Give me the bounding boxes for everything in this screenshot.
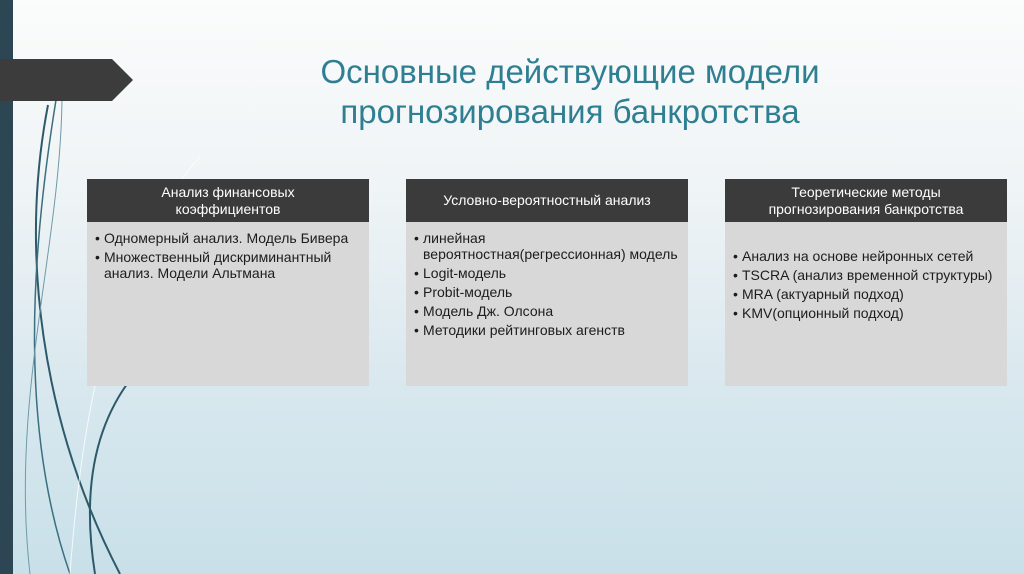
list-item: • Probit-модель — [414, 284, 682, 300]
slide-title-line-2: прогнозирования банкротства — [340, 93, 800, 130]
card-header — [406, 179, 688, 222]
card-body — [87, 222, 369, 281]
list-item: • Методики рейтинговых агенств — [414, 322, 682, 338]
list-item: • MRA (актуарный подход) — [733, 286, 1001, 302]
list-item: • Модель Дж. Олсона — [414, 303, 682, 319]
card-header — [87, 179, 369, 222]
list-item: • Одномерный анализ. Модель Бивера — [95, 230, 363, 246]
card-body — [725, 222, 1007, 321]
card-header — [725, 179, 1007, 222]
card-header-line: прогнозирования банкротства — [768, 200, 964, 217]
card-header-line: Условно-вероятностный анализ — [443, 192, 651, 208]
list-item: • линейная вероятностная(регрессионная) модель — [414, 230, 682, 262]
item-list — [414, 230, 682, 338]
card-header-line: Теоретические методы — [791, 183, 941, 200]
slide-title — [220, 52, 920, 132]
card-conditional-probability — [406, 179, 688, 386]
card-header-line: коэффициентов — [175, 200, 281, 217]
card-header-line: Анализ финансовых — [161, 183, 295, 200]
card-financial-ratios — [87, 179, 369, 386]
card-theoretical-methods — [725, 179, 1007, 386]
list-item: • Анализ на основе нейронных сетей — [733, 248, 1001, 264]
item-list — [95, 230, 363, 281]
card-body — [406, 222, 688, 338]
list-item: • Logit-модель — [414, 265, 682, 281]
list-item: • Множественный дискриминантный анализ. Модели Альтмана — [95, 249, 363, 281]
list-item: • TSCRA (анализ временной структуры) — [733, 267, 1001, 283]
slide-title-line-1: Основные действующие модели — [320, 53, 820, 90]
title-tab-arrow — [0, 59, 135, 101]
list-item: • KMV(опционный подход) — [733, 305, 1001, 321]
item-list — [733, 248, 1001, 321]
